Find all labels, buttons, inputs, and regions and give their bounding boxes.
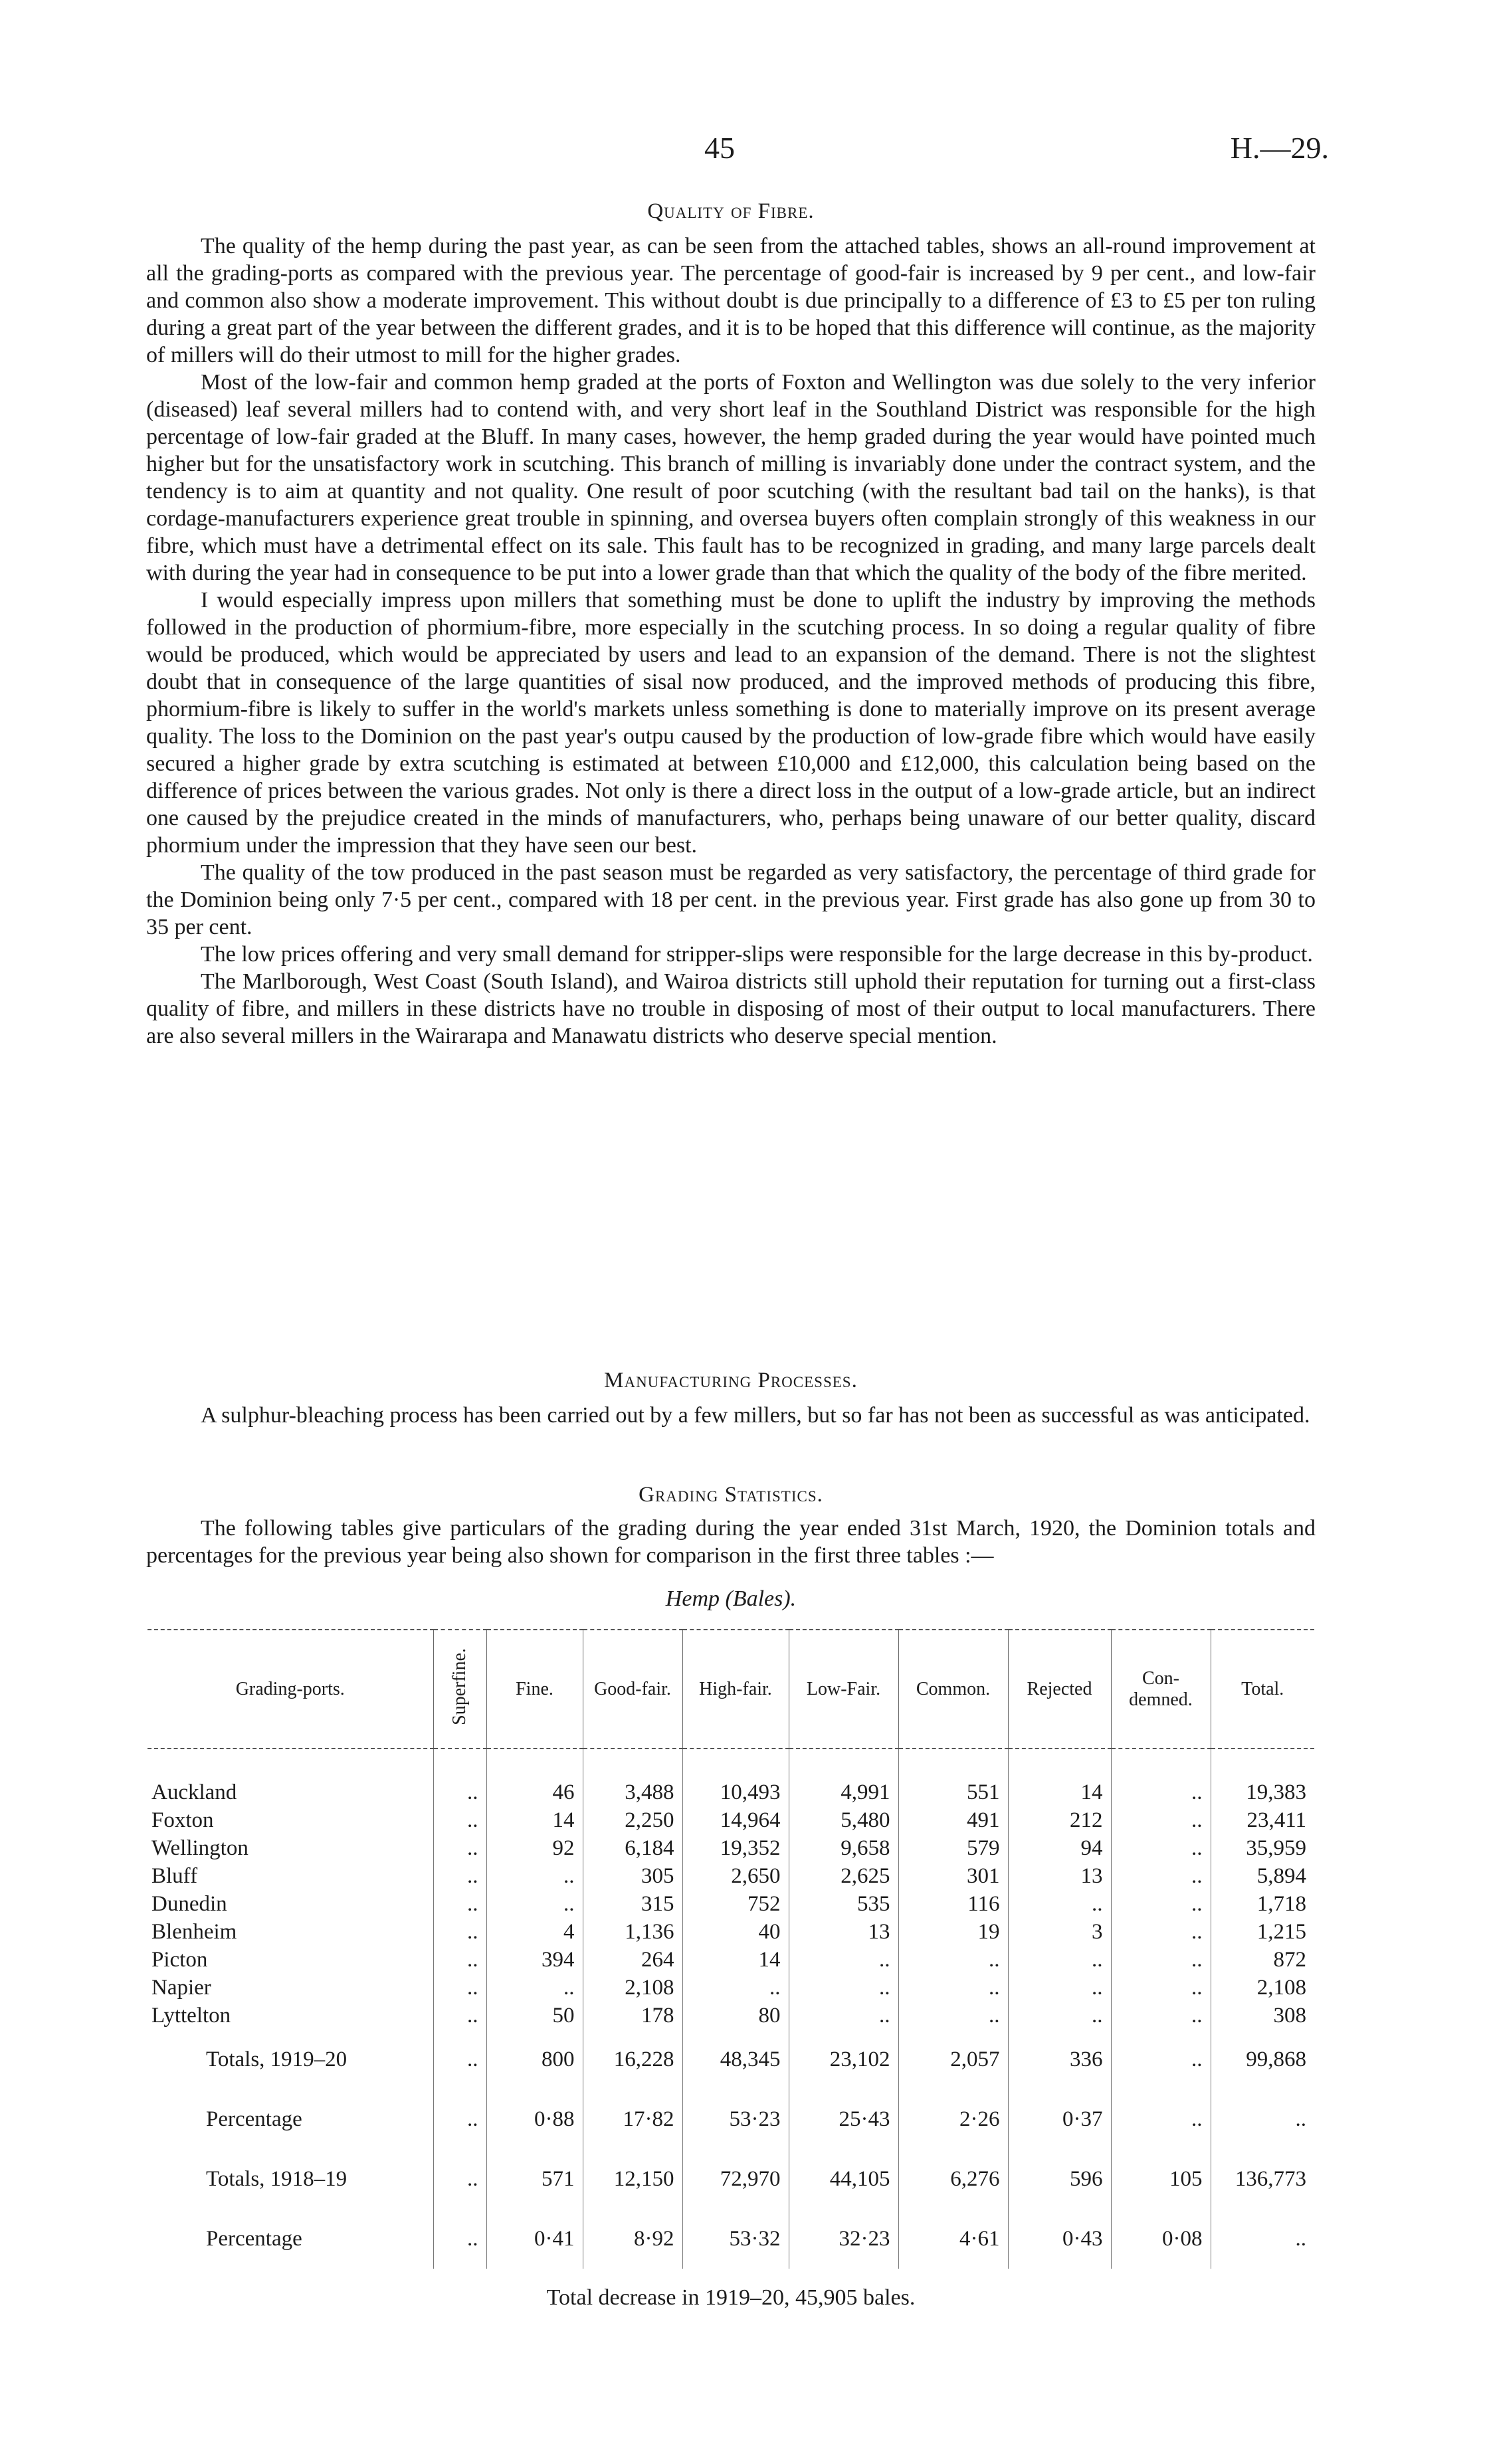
page-number: 45	[704, 131, 735, 165]
table-cell: 53·32	[682, 2209, 789, 2269]
table-cell: 212	[1008, 1806, 1111, 1834]
table-cell: ..	[789, 1974, 898, 2002]
table-cell: 4	[486, 1918, 583, 1946]
table-cell: 1,215	[1211, 1918, 1314, 1946]
table-cell: 35,959	[1211, 1834, 1314, 1862]
table-cell: ..	[1111, 1769, 1211, 1806]
table-cell: 4·61	[898, 2209, 1008, 2269]
table-cell: 50	[486, 2002, 583, 2030]
table-cell: 19,352	[682, 1834, 789, 1862]
table-cell: 2,108	[583, 1974, 682, 2002]
manufacturing-section	[146, 1402, 1316, 1429]
table-cell: ..	[1111, 1918, 1211, 1946]
table-cell: ..	[433, 1806, 486, 1834]
column-header	[433, 1630, 486, 1749]
grading-intro-section	[146, 1515, 1316, 1569]
table-cell: ..	[433, 1946, 486, 1974]
quality-paragraph: The Marlborough, West Coast (South Island), and Wairoa districts still uphold their reputation for turning out a first-class quality of fibre, and millers in these districts have no trouble in disposing of most of their output to local manufacturers. There are also several millers in the Wairarapa and Manawatu districts who deserve special mention.	[146, 969, 1316, 1048]
table-cell: 394	[486, 1946, 583, 1974]
table-cell: 2·26	[898, 2089, 1008, 2149]
table-cell: 308	[1211, 2002, 1314, 2030]
table-cell: ..	[1111, 1862, 1211, 1890]
table-cell: 10,493	[682, 1769, 789, 1806]
table-cell: 14	[682, 1946, 789, 1974]
table-title: Hemp (Bales).	[665, 1586, 797, 1611]
table-cell: ..	[1211, 2089, 1314, 2149]
table-cell: ..	[1111, 2089, 1211, 2149]
table-cell: ..	[1008, 1890, 1111, 1918]
quality-paragraph: Most of the low-fair and common hemp graded at the ports of Foxton and Wellington was due solely to the very inferior (diseased) leaf several millers had to contend with, and very short leaf in the Southland District was responsible for the high percentage of low-fair graded at the Bluff. In many cases, however, the hemp graded during the year would have pointed much higher but for the unsatisfactory work in scutching. This branch of milling is invariably done under the contract system, and the tendency is to aim at quantity and not quality. One result of poor scutching (with the resultant bad tail on the hanks), is that cordage-manufacturers experience great trouble in spinning, and oversea buyers often complain strongly of this weakness in our fibre, which must have a detrimental effect on its sale. This fault has to be recognized in grading, and many large parcels dealt with during the year had in consequence to be put into a lower grade than that which the quality of the body of the fibre merited.	[146, 370, 1316, 585]
spacer-row	[148, 1749, 1314, 1769]
table-cell: ..	[1111, 1890, 1211, 1918]
table-cell: ..	[433, 2002, 486, 2030]
grading-heading: Grading Statistics.	[639, 1483, 823, 1507]
table-cell: 25·43	[789, 2089, 898, 2149]
table-cell: ..	[486, 1890, 583, 1918]
table-cell: ..	[898, 1946, 1008, 1974]
quality-paragraph: The quality of the tow produced in the past season must be regarded as very satisfactory, the percentage of third grade for the Dominion being only 7·5 per cent., compared with 18 per cent. in the previous year. First grade has also gone up from 30 to 35 per cent.	[146, 860, 1316, 939]
table-cell: ..	[1111, 1806, 1211, 1834]
table-cell: 0·41	[486, 2209, 583, 2269]
table-cell: 0·08	[1111, 2209, 1211, 2269]
table-cell: 14	[486, 1806, 583, 1834]
table-cell: 105	[1111, 2149, 1211, 2209]
table-row	[148, 1834, 1314, 1862]
table-cell: 40	[682, 1918, 789, 1946]
table-cell: 2,650	[682, 1862, 789, 1890]
table-cell: ..	[789, 1946, 898, 1974]
table-cell: ..	[682, 1974, 789, 2002]
table-cell: 3	[1008, 1918, 1111, 1946]
table-cell: ..	[433, 1769, 486, 1806]
table-cell: 92	[486, 1834, 583, 1862]
table-cell: ..	[1008, 1946, 1111, 1974]
quality-paragraph: The low prices offering and very small demand for stripper-slips were responsible for the large decrease in this by-product.	[201, 942, 1313, 967]
table-cell: 336	[1008, 2030, 1111, 2089]
quality-paragraph: The quality of the hemp during the past year, as can be seen from the attached tables, shows an all-round improvement at all the grading-ports as compared with the previous year. The percentage of good-fair is increased by 9 per cent., and low-fair and common also show a moderate improvement. This without doubt is due principally to a difference of £3 to £5 per ton ruling during a great part of the year between the different grades, and it is to be hoped that this difference will continue, as the majority of millers will do their utmost to mill for the higher grades.	[146, 234, 1316, 367]
row-label: Wellington	[151, 1836, 248, 1860]
table-cell: 491	[898, 1806, 1008, 1834]
table-cell: 264	[583, 1946, 682, 1974]
column-header: Rejected	[1008, 1630, 1111, 1749]
manufacturing-paragraph: A sulphur-bleaching process has been carried out by a few millers, but so far has not been as successful as was anticipated.	[201, 1403, 1310, 1428]
table-cell: 14	[1008, 1769, 1111, 1806]
table-cell: ..	[789, 2002, 898, 2030]
table-footnote: Total decrease in 1919–20, 45,905 bales.	[546, 2285, 916, 2310]
table-cell: 44,105	[789, 2149, 898, 2209]
summary-row	[148, 2089, 1314, 2149]
table-row	[148, 1974, 1314, 2002]
table-cell: 80	[682, 2002, 789, 2030]
summary-row	[148, 2149, 1314, 2209]
table-cell: 1,136	[583, 1918, 682, 1946]
summary-row	[148, 2209, 1314, 2269]
row-label: Foxton	[151, 1808, 214, 1832]
manufacturing-heading: Manufacturing Processes.	[604, 1369, 858, 1392]
table-cell: ..	[433, 1918, 486, 1946]
table-row	[148, 1862, 1314, 1890]
table-cell: ..	[1111, 2002, 1211, 2030]
row-label: Auckland	[151, 1780, 237, 1804]
table-cell: 99,868	[1211, 2030, 1314, 2089]
table-cell: 752	[682, 1890, 789, 1918]
table-cell: 6,184	[583, 1834, 682, 1862]
table-cell: 16,228	[583, 2030, 682, 2089]
column-header-superfine: Superfine.	[449, 1648, 470, 1725]
table-row	[148, 1890, 1314, 1918]
table-cell: ..	[433, 1974, 486, 2002]
column-header: Con-demned.	[1111, 1630, 1211, 1749]
table-cell: 48,345	[682, 2030, 789, 2089]
column-header: Total.	[1211, 1630, 1314, 1749]
table-cell: 23,411	[1211, 1806, 1314, 1834]
table-cell: 13	[1008, 1862, 1111, 1890]
column-header: High-fair.	[682, 1630, 789, 1749]
table-cell: ..	[433, 1862, 486, 1890]
table-cell: ..	[1111, 1946, 1211, 1974]
table-row	[148, 1946, 1314, 1974]
table-row	[148, 1769, 1314, 1806]
table-cell: ..	[1111, 1974, 1211, 2002]
table-cell: 46	[486, 1769, 583, 1806]
column-header: Common.	[898, 1630, 1008, 1749]
table-cell: 72,970	[682, 2149, 789, 2209]
table-cell: 2,108	[1211, 1974, 1314, 2002]
table-cell: ..	[1111, 1834, 1211, 1862]
table-cell: ..	[433, 1890, 486, 1918]
table-cell: 2,625	[789, 1862, 898, 1890]
row-label: Totals, 1918–19	[206, 2166, 348, 2191]
table-cell: ..	[433, 2209, 486, 2269]
row-label: Percentage	[206, 2107, 302, 2131]
table-cell: 571	[486, 2149, 583, 2209]
table-row	[148, 1806, 1314, 1834]
table-cell: ..	[486, 1974, 583, 2002]
table-cell: 0·37	[1008, 2089, 1111, 2149]
table-cell: 5,480	[789, 1806, 898, 1834]
table-cell: 315	[583, 1890, 682, 1918]
table-cell: 579	[898, 1834, 1008, 1862]
column-header: Grading-ports.	[148, 1630, 433, 1749]
page-header	[146, 130, 1329, 170]
column-header: Fine.	[486, 1630, 583, 1749]
row-label: Napier	[151, 1975, 211, 2000]
table-cell: ..	[898, 1974, 1008, 2002]
row-label: Blenheim	[151, 1919, 237, 1944]
table-cell: 2,250	[583, 1806, 682, 1834]
table-cell: 53·23	[682, 2089, 789, 2149]
table-cell: ..	[1111, 2030, 1211, 2089]
table-cell: 19,383	[1211, 1769, 1314, 1806]
table-cell: 32·23	[789, 2209, 898, 2269]
table-cell: ..	[1008, 1974, 1111, 2002]
table-cell: 800	[486, 2030, 583, 2089]
table-cell: 551	[898, 1769, 1008, 1806]
table-cell: ..	[1211, 2209, 1314, 2269]
row-label: Totals, 1919–20	[206, 2047, 348, 2071]
table-cell: 1,718	[1211, 1890, 1314, 1918]
table-cell: ..	[433, 2030, 486, 2089]
table-cell: ..	[1008, 2002, 1111, 2030]
hemp-grading-table	[148, 1629, 1314, 2269]
row-label: Dunedin	[151, 1891, 227, 1916]
table-cell: ..	[433, 1834, 486, 1862]
table-cell: 23,102	[789, 2030, 898, 2089]
table-cell: 6,276	[898, 2149, 1008, 2209]
row-label: Bluff	[151, 1863, 198, 1888]
grading-intro: The following tables give particulars of the grading during the year ended 31st March, 1920, the Dominion totals and percentages for the previous year being also shown for comparison in the first three tables :—	[146, 1516, 1316, 1568]
table-cell: 9,658	[789, 1834, 898, 1862]
table-cell: 0·88	[486, 2089, 583, 2149]
table-cell: 116	[898, 1890, 1008, 1918]
table-cell: 305	[583, 1862, 682, 1890]
table-cell: ..	[486, 1862, 583, 1890]
table-cell: 0·43	[1008, 2209, 1111, 2269]
summary-row	[148, 2030, 1314, 2089]
table-cell: 17·82	[583, 2089, 682, 2149]
table-cell: 136,773	[1211, 2149, 1314, 2209]
table-cell: ..	[433, 2089, 486, 2149]
table-cell: 12,150	[583, 2149, 682, 2209]
table-cell: 301	[898, 1862, 1008, 1890]
quality-section	[146, 233, 1316, 1050]
table-cell: 2,057	[898, 2030, 1008, 2089]
table-cell: 596	[1008, 2149, 1111, 2209]
document-reference: H.—29.	[1230, 131, 1329, 165]
table-cell: 13	[789, 1918, 898, 1946]
table-row	[148, 1918, 1314, 1946]
table-cell: 178	[583, 2002, 682, 2030]
table-cell: 19	[898, 1918, 1008, 1946]
table-cell: ..	[898, 2002, 1008, 2030]
row-label: Lyttelton	[151, 2003, 231, 2028]
table-cell: 872	[1211, 1946, 1314, 1974]
quality-paragraph: I would especially impress upon millers that something must be done to uplift the industry by improving the methods followed in the production of phormium-fibre, more especially in the scutching process. In so doing a regular quality of fibre would be produced, which would be appreciated by users and lead to an expansion of the demand. There is not the slightest doubt that in consequence of the large quantities of sisal now produced, and the improved methods of producing this fibre, phormium-fibre is likely to suffer in the world's markets unless something is done to materially improve on its present average quality. The loss to the Dominion on the past year's outpu caused by the production of low-grade fibre which would have easily secured a higher grade by extra scutching is estimated at between £10,000 and £12,000, this calculation being based on the difference of prices between the various grades. Not only is there a direct loss in the output of a low-grade article, but an indirect one caused by the prejudice created in the minds of manufacturers, who, perhaps being unaware of our better quality, discard phormium under the impression that they have seen our best.	[146, 588, 1316, 858]
table-cell: 14,964	[682, 1806, 789, 1834]
column-header: Low-Fair.	[789, 1630, 898, 1749]
table-cell: 94	[1008, 1834, 1111, 1862]
table-cell: 535	[789, 1890, 898, 1918]
table-cell: ..	[433, 2149, 486, 2209]
table-header-row	[148, 1630, 1314, 1749]
table-row	[148, 2002, 1314, 2030]
table-cell: 5,894	[1211, 1862, 1314, 1890]
quality-heading: Quality of Fibre.	[647, 199, 815, 223]
row-label: Picton	[151, 1947, 208, 1972]
table-cell: 4,991	[789, 1769, 898, 1806]
row-label: Percentage	[206, 2226, 302, 2251]
table-cell: 8·92	[583, 2209, 682, 2269]
table-cell: 3,488	[583, 1769, 682, 1806]
column-header: Good-fair.	[583, 1630, 682, 1749]
